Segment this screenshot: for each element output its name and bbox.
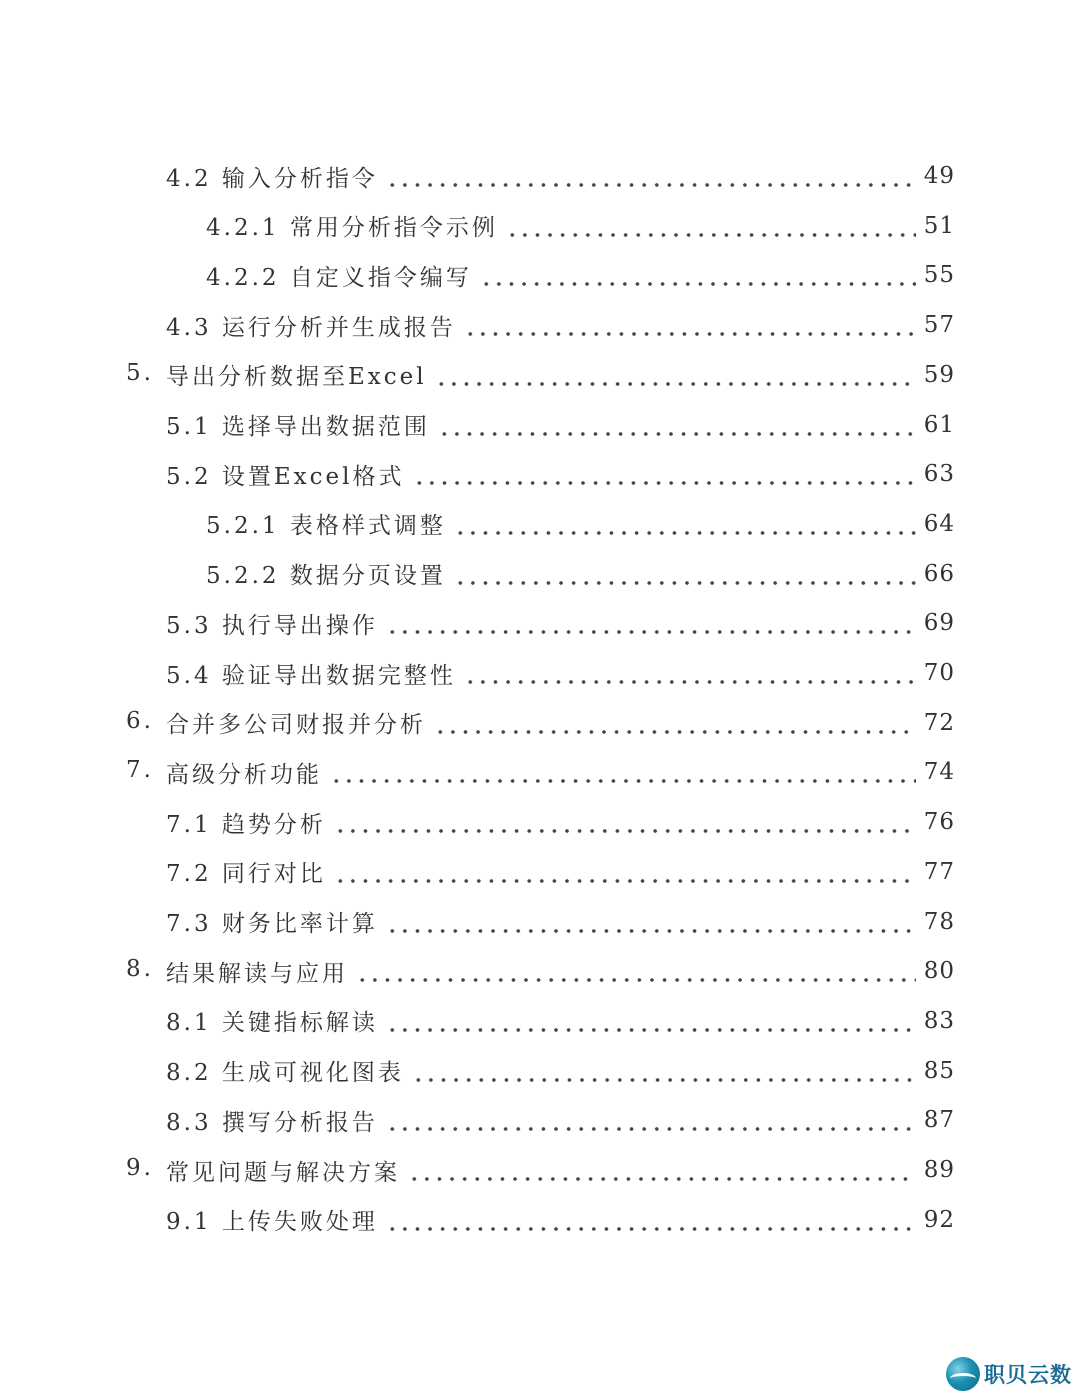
toc-leader-dots: [434, 698, 916, 748]
toc-leader-dots: [386, 1095, 916, 1145]
toc-row[interactable]: [0, 1195, 1080, 1245]
toc-leader-dots: [454, 549, 916, 599]
toc-leader-dots: [330, 747, 916, 797]
toc-page-number: 78: [923, 908, 955, 935]
toc-row[interactable]: [0, 946, 1080, 996]
toc-title: 8.1 关键指标解读: [166, 1010, 378, 1037]
toc-chapter-number: 6.: [126, 707, 154, 734]
toc-title: 合并多公司财报并分析: [166, 712, 426, 739]
toc-leader-dots: [386, 151, 916, 201]
toc-title: 结果解读与应用: [166, 960, 348, 987]
toc-page-number: 72: [923, 709, 955, 736]
toc-title: 5.2 设置Excel格式: [166, 463, 405, 490]
toc-row[interactable]: [0, 449, 1080, 499]
toc-title: 9.1 上传失败处理: [166, 1209, 378, 1236]
toc-page-number: 57: [923, 312, 955, 339]
toc-leader-dots: [413, 449, 916, 499]
toc-row[interactable]: [0, 897, 1080, 947]
toc-page-number: 74: [923, 759, 955, 786]
toc-leader-dots: [435, 350, 916, 400]
toc-title: 导出分析数据至Excel: [166, 364, 427, 391]
toc-page-number: 83: [923, 1007, 955, 1034]
toc-title: 5.3 执行导出操作: [166, 612, 378, 639]
toc-page-number: 85: [923, 1057, 955, 1084]
toc-row[interactable]: [0, 1046, 1080, 1096]
toc-row[interactable]: [0, 996, 1080, 1046]
toc-title: 5.2.2 数据分页设置: [206, 563, 446, 590]
watermark-text: 职贝云数: [984, 1363, 1072, 1387]
toc-page-number: 69: [923, 610, 955, 637]
toc-row[interactable]: [0, 250, 1080, 300]
toc-row[interactable]: [0, 1095, 1080, 1145]
logo-icon: [946, 1357, 980, 1391]
toc-title: 5.2.1 表格样式调整: [206, 513, 446, 540]
toc-row[interactable]: [0, 350, 1080, 400]
toc-leader-dots: [412, 1046, 916, 1096]
toc-title: 8.3 撰写分析报告: [166, 1109, 378, 1136]
toc-row[interactable]: [0, 300, 1080, 350]
toc-title: 7.3 财务比率计算: [166, 911, 378, 937]
toc-title: 4.2.1 常用分析指令示例: [206, 215, 498, 242]
toc-page-number: 77: [923, 858, 955, 885]
toc-title: 7.2 同行对比: [166, 861, 326, 888]
toc-row[interactable]: [0, 847, 1080, 897]
toc-page-number: 76: [923, 809, 955, 836]
toc-page-number: 63: [923, 461, 955, 488]
toc-title: 4.3 运行分析并生成报告: [166, 314, 456, 341]
toc-row[interactable]: [0, 499, 1080, 549]
toc-leader-dots: [334, 847, 916, 897]
toc-leader-dots: [386, 996, 916, 1046]
toc-chapter-number: 8.: [126, 956, 154, 983]
toc-row[interactable]: [0, 598, 1080, 648]
toc-leader-dots: [386, 897, 916, 947]
toc-page-number: 55: [923, 262, 955, 289]
toc-leader-dots: [454, 499, 916, 549]
toc-row[interactable]: [0, 151, 1080, 201]
toc-row[interactable]: [0, 201, 1080, 251]
toc-row[interactable]: [0, 698, 1080, 748]
toc-leader-dots: [356, 946, 916, 996]
toc-leader-dots: [386, 598, 916, 648]
toc-title: 高级分析功能: [166, 761, 322, 788]
toc-leader-dots: [506, 201, 916, 251]
toc-row[interactable]: [0, 549, 1080, 599]
toc-page-number: 64: [923, 510, 955, 537]
toc-page-number: 89: [923, 1157, 955, 1183]
toc-page-number: 92: [923, 1206, 955, 1233]
toc-title: 7.1 趋势分析: [166, 811, 326, 838]
toc-row[interactable]: [0, 400, 1080, 450]
toc-leader-dots: [334, 797, 916, 847]
toc-leader-dots: [464, 300, 916, 350]
toc-page-number: 66: [923, 560, 955, 587]
toc-page-number: 70: [923, 660, 955, 686]
toc-row[interactable]: [0, 797, 1080, 847]
toc-page-number: 49: [923, 163, 955, 189]
toc-leader-dots: [438, 400, 916, 450]
toc-chapter-number: 5.: [126, 359, 154, 386]
toc-row[interactable]: [0, 648, 1080, 698]
toc-chapter-number: 7.: [126, 757, 154, 784]
watermark-logo: [946, 1357, 1072, 1391]
toc-row[interactable]: [0, 747, 1080, 797]
toc-title: 4.2 输入分析指令: [166, 165, 378, 192]
toc-leader-dots: [408, 1145, 916, 1195]
toc-leader-dots: [386, 1195, 916, 1245]
toc-page-number: 59: [923, 361, 955, 388]
toc-title: 5.4 验证导出数据完整性: [166, 662, 456, 689]
toc-page-number: 87: [923, 1107, 955, 1134]
toc-page-number: 51: [923, 212, 955, 239]
toc-page-number: 80: [923, 958, 955, 985]
toc-chapter-number: 9.: [126, 1155, 154, 1181]
toc-title: 8.2 生成可视化图表: [166, 1060, 404, 1087]
toc-row[interactable]: [0, 1145, 1080, 1195]
toc-leader-dots: [480, 250, 916, 300]
toc-title: 4.2.2 自定义指令编写: [206, 264, 472, 291]
toc-title: 常见问题与解决方案: [166, 1159, 400, 1186]
toc-title: 5.1 选择导出数据范围: [166, 414, 430, 440]
toc-leader-dots: [464, 648, 916, 698]
toc-page-number: 61: [923, 411, 955, 438]
